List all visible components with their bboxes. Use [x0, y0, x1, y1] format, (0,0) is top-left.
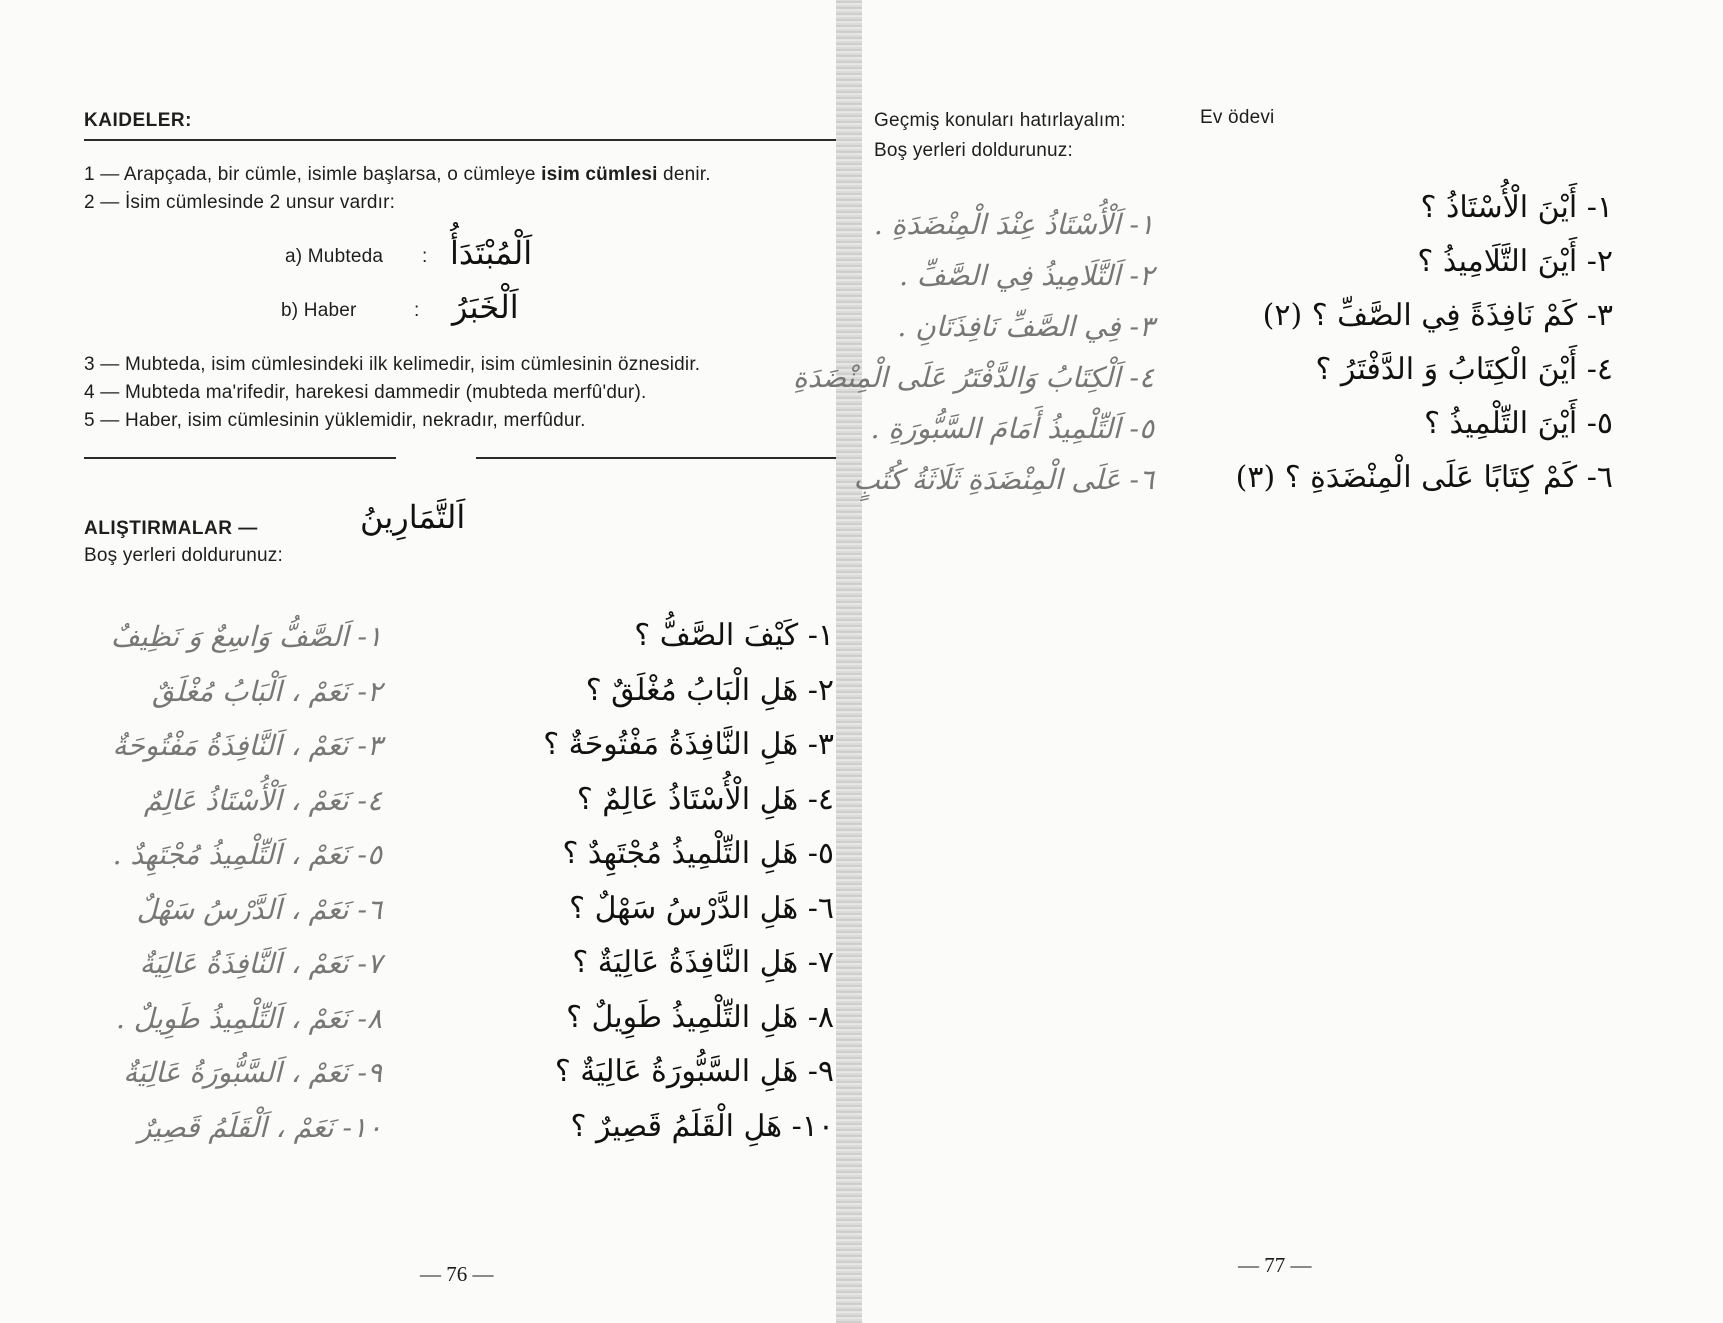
left-question-3: ٣- هَلِ النَّافِذَةُ مَفْتُوحَةٌ ؟ — [543, 727, 834, 762]
page-77 — [793, 0, 1723, 1323]
page-number-77: — 77 — — [1238, 1253, 1312, 1277]
right-answer-2: ٢- اَلتَّلَامِيذُ فِي الصَّفِّ . — [899, 259, 1154, 292]
part-mubteda-label: a) Mubteda — [285, 246, 384, 267]
section-rule-right — [476, 457, 836, 459]
page-76 — [0, 0, 850, 1323]
exercises-arabic-title: اَلتَّمَارِينُ — [360, 498, 466, 536]
rule-3: 3 — Mubteda, isim cümlesindeki ilk kelimedir, isim cümlesinin öznesidir. — [84, 354, 701, 375]
rule-4: 4 — Mubteda ma'rifedir, harekesi dammedir (mubteda merfû'dur). — [84, 382, 647, 403]
part-haber-colon: : — [414, 300, 420, 321]
right-question-6: ٦- كَمْ كِتَابًا عَلَى الْمِنْضَدَةِ ؟ (٣) — [1235, 460, 1613, 495]
rule-2: 2 — İsim cümlesinde 2 unsur vardır: — [84, 192, 396, 213]
right-question-3: ٣- كَمْ نَافِذَةً فِي الصَّفِّ ؟ (٢) — [1262, 298, 1613, 333]
exercises-heading: ALIŞTIRMALAR — — [84, 518, 258, 539]
left-question-8: ٨- هَلِ التِّلْمِيذُ طَوِيلٌ ؟ — [566, 999, 834, 1035]
homework-label: Ev ödevi — [1200, 107, 1275, 128]
right-answer-5: ٥- اَلتِّلْمِيذُ أَمَامَ السَّبُّورَةِ . — [870, 412, 1154, 445]
left-answer-9: ٩- نَعَمْ ، اَلسَّبُّورَةُ عَالِيَةٌ — [123, 1056, 382, 1089]
left-question-4: ٤- هَلِ الْأُسْتَاذُ عَالِمٌ ؟ — [576, 781, 834, 817]
page-number-76: — 76 — — [420, 1262, 494, 1286]
left-question-2: ٢- هَلِ الْبَابُ مُغْلَقٌ ؟ — [585, 672, 834, 708]
heading-rule — [84, 139, 836, 141]
left-answer-7: ٧- نَعَمْ ، اَلنَّافِذَةُ عَالِيَةٌ — [139, 947, 382, 980]
right-question-2: ٢- أَيْنَ التَّلَامِيذُ ؟ — [1417, 244, 1613, 279]
left-answer-6: ٦- نَعَمْ ، اَلدَّرْسُ سَهْلٌ — [136, 892, 382, 926]
left-answer-8: ٨- نَعَمْ ، اَلتِّلْمِيذُ طَوِيلٌ . — [116, 1001, 382, 1035]
part-haber-arabic: اَلْخَبَرُ — [452, 288, 519, 326]
left-question-10: ١٠- هَلِ الْقَلَمُ قَصِيرٌ ؟ — [570, 1108, 834, 1144]
left-answer-5: ٥- نَعَمْ ، اَلتِّلْمِيذُ مُجْتَهِدٌ . — [112, 838, 382, 871]
right-question-4: ٤- أَيْنَ الْكِتَابُ وَ الدَّفْتَرُ ؟ — [1315, 352, 1613, 387]
left-answer-10: ١٠- نَعَمْ ، اَلْقَلَمُ قَصِيرٌ — [137, 1110, 382, 1144]
review-heading: Geçmiş konuları hatırlayalım: — [874, 110, 1126, 131]
left-question-9: ٩- هَلِ السَّبُّورَةُ عَالِيَةٌ ؟ — [554, 1054, 834, 1089]
left-question-1: ١- كَيْفَ الصَّفُّ ؟ — [634, 618, 834, 653]
rules-heading: KAIDELER: — [84, 110, 192, 131]
left-question-7: ٧- هَلِ النَّافِذَةُ عَالِيَةٌ ؟ — [572, 945, 834, 980]
section-rule-left — [84, 457, 396, 459]
right-answer-1: ١- اَلْأُسْتَاذُ عِنْدَ الْمِنْضَدَةِ . — [873, 208, 1154, 241]
left-question-6: ٦- هَلِ الدَّرْسُ سَهْلٌ ؟ — [569, 890, 834, 926]
right-question-1: ١- أَيْنَ الْأُسْتَاذُ ؟ — [1420, 190, 1613, 225]
right-question-5: ٥- أَيْنَ التِّلْمِيذُ ؟ — [1424, 406, 1613, 441]
left-answer-2: ٢- نَعَمْ ، اَلْبَابُ مُغْلَقٌ — [152, 674, 382, 708]
part-haber-label: b) Haber — [281, 300, 357, 321]
left-answer-4: ٤- نَعَمْ ، اَلْأُسْتَاذُ عَالِمٌ — [143, 783, 382, 817]
left-answer-3: ٣- نَعَمْ ، اَلنَّافِذَةُ مَفْتُوحَةٌ — [112, 729, 382, 762]
right-answer-6: ٦- عَلَى الْمِنْضَدَةِ ثَلَاثَةُ كُتُبٍ — [853, 463, 1154, 496]
right-answer-3: ٣- فِي الصَّفِّ نَافِذَتَانِ . — [897, 310, 1154, 343]
exercises-instruction: Boş yerleri doldurunuz: — [84, 545, 283, 566]
review-instruction: Boş yerleri doldurunuz: — [874, 140, 1073, 161]
rule-1: 1 — Arapçada, bir cümle, isimle başlarsa, o cümleye isim cümlesi denir. — [84, 164, 711, 185]
left-question-5: ٥- هَلِ التِّلْمِيذُ مُجْتَهِدٌ ؟ — [562, 836, 834, 871]
part-mubteda-colon: : — [422, 246, 428, 267]
left-answer-1: ١- اَلصَّفُّ وَاسِعٌ وَ نَظِيفٌ — [110, 620, 382, 653]
rule-5: 5 — Haber, isim cümlesinin yüklemidir, nekradır, merfûdur. — [84, 410, 586, 431]
right-answer-4: ٤- اَلْكِتَابُ وَالدَّفْتَرُ عَلَى الْمِنْضَدَةِ — [793, 361, 1154, 394]
part-mubteda-arabic: اَلْمُبْتَدَأُ — [450, 234, 533, 272]
